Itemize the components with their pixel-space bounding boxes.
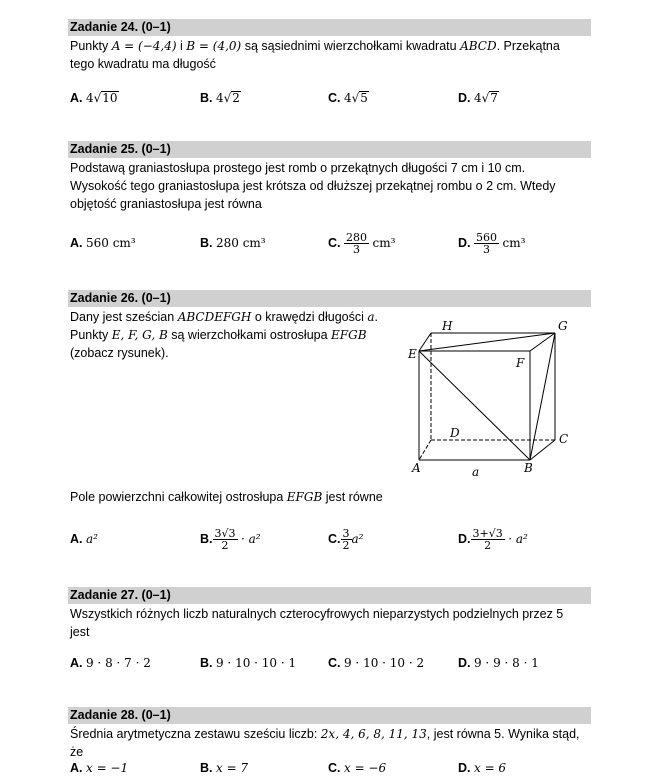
option-b[interactable] <box>200 757 248 779</box>
math-square-name: ABCD <box>460 39 497 53</box>
fraction-numerator: 3 <box>342 527 350 541</box>
text-line: Wszystkich różnych liczb naturalnych czterocyfrowych nieparzystych podzielnych przez 5 <box>70 607 564 621</box>
option-label: C. <box>328 236 341 250</box>
option-value: 9 · 10 · 10 · 1 <box>215 656 297 670</box>
option-label: C. <box>328 656 341 670</box>
option-d[interactable] <box>458 652 539 674</box>
fraction-denominator: 3 <box>352 243 360 257</box>
option-rest: · a² <box>241 532 261 546</box>
text-fragment: Punkty <box>70 39 112 53</box>
option-radicand: 10 <box>102 91 118 105</box>
task-27-options <box>70 652 590 674</box>
option-value: 280 cm³ <box>215 236 266 250</box>
fraction-numerator: 3√3 <box>214 527 236 541</box>
option-value: x = 7 <box>215 761 249 775</box>
task-25 <box>68 141 591 213</box>
task-26-options <box>70 526 590 554</box>
option-value: 9 · 9 · 8 · 1 <box>473 656 539 670</box>
option-a[interactable]: A. 4√10 <box>70 91 118 105</box>
option-c[interactable] <box>328 757 386 779</box>
task-25-text <box>68 159 591 213</box>
option-value: x = 6 <box>473 761 507 775</box>
option-b[interactable]: B. 4√2 <box>200 91 240 105</box>
math-points: E, F, G, B <box>111 328 168 342</box>
option-label: C. <box>328 761 341 775</box>
label-h: H <box>442 319 453 333</box>
option-radicand: 2 <box>232 91 240 105</box>
option-label: B. <box>200 656 213 670</box>
fraction-denominator: 3 <box>482 243 490 257</box>
math-cube-name: ABCDEFGH <box>177 310 252 324</box>
option-unit: cm³ <box>372 236 396 250</box>
option-c[interactable] <box>328 230 395 256</box>
option-label: A. <box>70 532 83 546</box>
label-b: B <box>524 461 533 475</box>
text-line: objętość graniastosłupa jest równa <box>70 197 262 211</box>
text-fragment: Dany jest sześcian <box>70 310 178 324</box>
text-fragment: . Przekątna <box>496 39 560 53</box>
text-fragment: . <box>374 310 379 324</box>
option-label: D. <box>458 532 471 546</box>
fraction <box>344 232 369 255</box>
option-radicand: 7 <box>490 91 498 105</box>
option-b[interactable] <box>200 652 296 674</box>
task-24-text <box>68 37 591 73</box>
label-f: F <box>516 356 525 370</box>
option-label: D. <box>458 91 471 105</box>
option-label: B. <box>200 236 213 250</box>
option-b[interactable] <box>200 230 266 256</box>
task-24-header: Zadanie 24. (0–1) <box>68 19 591 36</box>
option-a[interactable] <box>70 652 151 674</box>
label-e: E <box>408 347 417 361</box>
text-fragment: Pole powierzchni całkowitej ostrosłupa <box>70 490 287 504</box>
text-line: Wysokość tego graniastosłupa jest krótsza od dłuższej przekątnej rombu o 2 cm. Wtedy <box>70 179 556 193</box>
option-coef: 4 <box>85 91 94 105</box>
text-fragment: Punkty <box>70 328 112 342</box>
option-rest: · a² <box>508 532 528 546</box>
task-26-question <box>68 488 593 506</box>
fraction-denominator: 2 <box>484 539 492 553</box>
task-27-header: Zadanie 27. (0–1) <box>68 587 591 604</box>
text-line: Podstawą graniastosłupa prostego jest romb o przekątnych długości 7 cm i 10 cm. <box>70 161 526 175</box>
math-edge: a <box>367 310 375 324</box>
option-label: C. <box>328 91 341 105</box>
option-value: 9 · 8 · 7 · 2 <box>85 656 151 670</box>
text-fragment: , jest równa 5. Wynika stąd, że <box>70 727 580 759</box>
text-fragment: Średnia arytmetyczna zestawu sześciu liczb: <box>70 727 321 741</box>
option-label: B. <box>200 761 213 775</box>
text-fragment: są wierzchołkami ostrosłupa <box>167 328 332 342</box>
label-a: A <box>412 461 421 475</box>
cube-figure <box>400 312 580 482</box>
option-label: D. <box>458 656 471 670</box>
fraction-denominator: 2 <box>221 539 229 553</box>
task-27-text <box>68 605 591 641</box>
fraction <box>341 528 352 551</box>
text-fragment: są sąsiednimi wierzchołkami kwadratu <box>241 39 461 53</box>
math-set: 2x, 4, 6, 8, 11, 13 <box>320 727 427 741</box>
option-coef: 4 <box>473 91 482 105</box>
text-fragment: tego kwadratu ma długość <box>70 57 216 71</box>
fraction-denominator: 2 <box>342 539 350 553</box>
option-label: A. <box>70 656 83 670</box>
task-28-options <box>70 757 590 779</box>
task-24-options <box>70 87 590 109</box>
option-c[interactable]: C. 4√5 <box>328 91 368 105</box>
option-d[interactable]: D. 4√7 <box>458 91 498 105</box>
option-label: B. <box>200 91 213 105</box>
task-25-options <box>70 230 590 258</box>
math-pyramid-name: EFGB <box>331 328 367 342</box>
option-label: D. <box>458 236 471 250</box>
option-c[interactable] <box>328 526 363 552</box>
option-label: B. <box>200 532 213 546</box>
option-a[interactable] <box>70 526 98 552</box>
option-label: D. <box>458 761 471 775</box>
text-fragment: i <box>176 39 187 53</box>
option-coef: 4 <box>215 91 224 105</box>
task-28 <box>68 707 591 761</box>
option-label: A. <box>70 236 83 250</box>
option-value: x = −6 <box>343 761 387 775</box>
task-25-header: Zadanie 25. (0–1) <box>68 141 591 158</box>
option-unit: cm³ <box>502 236 526 250</box>
task-28-text <box>68 725 591 761</box>
fraction <box>474 232 499 255</box>
option-value: a² <box>85 532 98 546</box>
option-label: A. <box>70 91 83 105</box>
text-line: jest <box>70 625 90 639</box>
option-value: 9 · 10 · 10 · 2 <box>343 656 425 670</box>
option-a[interactable] <box>70 230 136 256</box>
text-fragment: o krawędzi długości <box>251 310 368 324</box>
label-c: C <box>559 432 569 446</box>
task-28-header: Zadanie 28. (0–1) <box>68 707 591 724</box>
option-radicand: 5 <box>360 91 368 105</box>
math-point-b: B = (4,0) <box>186 39 242 53</box>
option-c[interactable] <box>328 652 424 674</box>
text-line: (zobacz rysunek). <box>70 346 169 360</box>
fraction-numerator: 560 <box>475 231 497 245</box>
label-d: D <box>450 426 460 440</box>
option-coef: 4 <box>343 91 352 105</box>
math-point-a: A = (−4,4) <box>111 39 177 53</box>
option-d[interactable] <box>458 526 528 552</box>
text-fragment: jest równe <box>322 490 383 504</box>
option-d[interactable] <box>458 757 506 779</box>
label-edge-a: a <box>472 465 480 479</box>
option-b[interactable] <box>200 526 261 552</box>
option-label: A. <box>70 761 83 775</box>
fraction-numerator: 280 <box>345 231 367 245</box>
task-27 <box>68 587 591 641</box>
task-26-header: Zadanie 26. (0–1) <box>68 290 591 307</box>
option-label: C. <box>328 532 341 546</box>
task-24 <box>68 19 591 73</box>
option-rest: a² <box>351 532 364 546</box>
fraction <box>213 528 238 551</box>
option-a[interactable] <box>70 757 128 779</box>
math-pyramid-name: EFGB <box>286 490 323 504</box>
fraction-numerator: 3+√3 <box>472 527 503 541</box>
option-d[interactable] <box>458 230 525 256</box>
label-g: G <box>558 319 568 333</box>
option-value: 560 cm³ <box>85 236 136 250</box>
fraction <box>471 528 505 551</box>
option-value: x = −1 <box>85 761 129 775</box>
